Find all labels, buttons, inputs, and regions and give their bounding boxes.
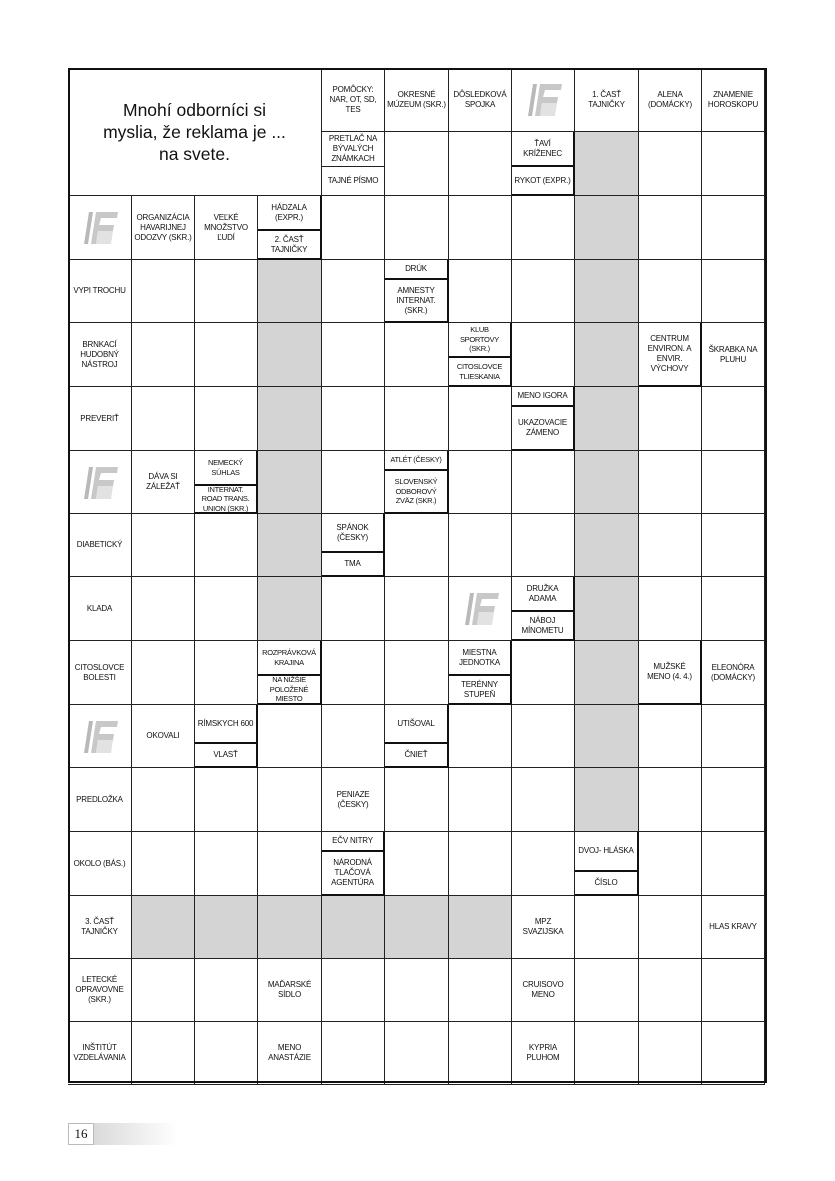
clue-c25: UKAZOVACIE ZÁMENO (512, 407, 575, 451)
answer-cell[interactable] (195, 768, 258, 832)
clue-c4: 1. ČASŤ TAJNIČKY (575, 68, 639, 132)
answer-cell[interactable] (512, 768, 575, 832)
clue-c56: 3. ČASŤ TAJNIČKY (68, 896, 132, 959)
clue-c31: DIABETICKÝ (68, 514, 132, 577)
answer-cell[interactable] (385, 196, 449, 260)
magazine-logo-icon (449, 577, 512, 641)
answer-cell[interactable] (449, 387, 512, 451)
clue-c33: TMA (322, 553, 385, 577)
answer-cell[interactable] (512, 451, 575, 514)
answer-cell[interactable] (322, 196, 385, 260)
clue-c48: ČNIEŤ (385, 744, 449, 768)
clue-c44: OKOVALI (132, 705, 195, 768)
answer-cell[interactable] (322, 959, 385, 1022)
answer-cell[interactable] (385, 514, 449, 577)
answer-cell[interactable] (639, 132, 702, 196)
answer-cell[interactable] (385, 832, 449, 896)
answer-cell[interactable] (258, 705, 322, 768)
clue-c27: NEMECKÝ SÚHLAS (195, 451, 258, 486)
answer-cell[interactable] (322, 451, 385, 514)
clue-c57: MPZ SVAZIJSKA (512, 896, 575, 959)
answer-cell[interactable] (702, 196, 765, 260)
answer-cell[interactable] (385, 1022, 449, 1085)
answer-cell[interactable] (195, 514, 258, 577)
clue-c28: INTERNAT. ROAD TRANS. UNION (SKR.) (195, 486, 258, 514)
clue-c41: TERÉNNY STUPEŇ (449, 676, 512, 705)
clue-c34: KLADA (68, 577, 132, 641)
answer-cell[interactable] (449, 1022, 512, 1085)
clue-c39: NA NIŽŠIE POLOŽENÉ MIESTO (258, 676, 322, 705)
clue-c5: ALENA (DOMÁCKY) (639, 68, 702, 132)
clue-c54: DVOJ- HLÁSKA (575, 832, 639, 872)
shaded-cell (575, 323, 639, 387)
clue-c24: MENO IGORA (512, 387, 575, 407)
clue-c20: CITOSLOVCE TLIESKANIA (449, 358, 512, 387)
clue-c23: PREVERIŤ (68, 387, 132, 451)
answer-cell[interactable] (449, 514, 512, 577)
answer-cell[interactable] (449, 705, 512, 768)
answer-cell[interactable] (575, 1022, 639, 1085)
clue-c26: DÁVA SI ZÁLEŽAŤ (132, 451, 195, 514)
answer-cell[interactable] (639, 451, 702, 514)
answer-cell[interactable] (132, 260, 195, 323)
shaded-cell (258, 514, 322, 577)
answer-cell[interactable] (702, 387, 765, 451)
magazine-logo-icon (512, 68, 575, 132)
clue-c1: POMÔCKY: NAR, OT, SD, TES (322, 68, 385, 132)
answer-cell[interactable] (132, 387, 195, 451)
clue-c62: INŠTITÚT VZDELÁVANIA (68, 1022, 132, 1085)
answer-cell[interactable] (702, 260, 765, 323)
clue-c45: RÍMSKYCH 600 (195, 705, 258, 744)
answer-cell[interactable] (132, 768, 195, 832)
magazine-logo-icon (68, 196, 132, 260)
answer-cell[interactable] (258, 832, 322, 896)
answer-cell[interactable] (449, 959, 512, 1022)
clue-c35: DRUŽKA ADAMA (512, 577, 575, 612)
clue-c9: ŤAVÍ KRÍŽENEC (512, 132, 575, 167)
answer-cell[interactable] (512, 705, 575, 768)
crossword-grid (68, 68, 767, 1083)
answer-cell[interactable] (702, 451, 765, 514)
clue-c51: OKOLO (BÁS.) (68, 832, 132, 896)
clue-c53: NÁRODNÁ TLAČOVÁ AGENTÚRA (322, 852, 385, 896)
answer-cell[interactable] (385, 577, 449, 641)
clue-c15: VYPI TROCHU (68, 260, 132, 323)
clue-c40: MIESTNA JEDNOTKA (449, 641, 512, 676)
answer-cell[interactable] (449, 260, 512, 323)
answer-cell[interactable] (449, 132, 512, 196)
shaded-cell (449, 896, 512, 959)
clue-c12: VEĽKÉ MNOŽSTVO ĽUDÍ (195, 196, 258, 260)
answer-cell[interactable] (322, 387, 385, 451)
answer-cell[interactable] (639, 387, 702, 451)
shaded-cell (258, 896, 322, 959)
clue-c64: KYPRIA PLUHOM (512, 1022, 575, 1085)
answer-cell[interactable] (639, 768, 702, 832)
clue-c58: HLAS KRAVY (702, 896, 765, 959)
shaded-cell (575, 768, 639, 832)
answer-cell[interactable] (195, 260, 258, 323)
answer-cell[interactable] (702, 1022, 765, 1085)
clue-c32: SPÁNOK (ČESKY) (322, 514, 385, 553)
clue-c3: DÔSLEDKOVÁ SPOJKA (449, 68, 512, 132)
answer-cell[interactable] (702, 959, 765, 1022)
clue-c18: BRNKACÍ HUDOBNÝ NÁSTROJ (68, 323, 132, 387)
answer-cell[interactable] (195, 641, 258, 705)
shaded-cell (575, 705, 639, 768)
answer-cell[interactable] (132, 514, 195, 577)
shaded-cell (575, 132, 639, 196)
answer-cell[interactable] (449, 196, 512, 260)
clue-c29: ATLÉT (ČESKY) (385, 451, 449, 471)
clue-c55: ČÍSLO (575, 872, 639, 896)
answer-cell[interactable] (639, 577, 702, 641)
clue-c43: ELEONÓRA (DOMÁCKY) (702, 641, 765, 705)
clue-c36: NÁBOJ MÍNOMETU (512, 612, 575, 641)
clue-c8: TAJNÉ PÍSMO (322, 167, 385, 196)
clue-c49: PREDLOŽKA (68, 768, 132, 832)
answer-cell[interactable] (195, 323, 258, 387)
answer-cell[interactable] (639, 260, 702, 323)
clue-c60: MAĎARSKÉ SÍDLO (258, 959, 322, 1022)
shaded-cell (575, 514, 639, 577)
clue-c59: LETECKÉ OPRAVOVNE (SKR.) (68, 959, 132, 1022)
magazine-logo-icon (68, 705, 132, 768)
answer-cell[interactable] (639, 705, 702, 768)
clue-c22: ŠKRABKA NA PLUHU (702, 323, 765, 387)
clue-c61: CRUISOVO MENO (512, 959, 575, 1022)
answer-cell[interactable] (639, 196, 702, 260)
clue-c17: AMNESTY INTERNAT. (SKR.) (385, 280, 449, 323)
shaded-cell (575, 641, 639, 705)
answer-cell[interactable] (702, 768, 765, 832)
shaded-cell (322, 896, 385, 959)
answer-cell[interactable] (322, 1022, 385, 1085)
puzzle-title: Mnohí odborníci si myslia, že reklama je ... na svete. (68, 68, 322, 196)
clue-c6: ZNAMENIE HOROSKOPU (702, 68, 765, 132)
clue-c46: VLASŤ (195, 744, 258, 768)
clue-c30: SLOVENSKÝ ODBOROVÝ ZVÄZ (SKR.) (385, 471, 449, 514)
answer-cell[interactable] (322, 641, 385, 705)
clue-c37: CITOSLOVCE BOLESTI (68, 641, 132, 705)
answer-cell[interactable] (449, 832, 512, 896)
clue-c13: HÁDZALA (EXPR.) (258, 196, 322, 231)
clue-c14: 2. ČASŤ TAJNIČKY (258, 231, 322, 260)
answer-cell[interactable] (512, 260, 575, 323)
answer-cell[interactable] (639, 896, 702, 959)
answer-cell[interactable] (258, 768, 322, 832)
answer-cell[interactable] (322, 705, 385, 768)
answer-cell[interactable] (702, 705, 765, 768)
page-number: 16 (68, 1123, 94, 1145)
answer-cell[interactable] (322, 323, 385, 387)
clue-c52: EČV NITRY (322, 832, 385, 852)
answer-cell[interactable] (195, 577, 258, 641)
shaded-cell (575, 451, 639, 514)
shaded-cell (258, 260, 322, 323)
clue-c7: PRETLAČ NA BÝVALÝCH ZNÁMKACH (322, 132, 385, 167)
clue-c10: RYKOT (EXPR.) (512, 167, 575, 196)
clue-c42: MUŽSKÉ MENO (4. 4.) (639, 641, 702, 705)
answer-cell[interactable] (385, 959, 449, 1022)
answer-cell[interactable] (385, 387, 449, 451)
shaded-cell (575, 260, 639, 323)
answer-cell[interactable] (639, 1022, 702, 1085)
shaded-cell (385, 896, 449, 959)
clue-c16: DRÚK (385, 260, 449, 280)
clue-c50: PENIAZE (ČESKY) (322, 768, 385, 832)
shaded-cell (575, 577, 639, 641)
answer-cell[interactable] (195, 387, 258, 451)
page-number-strip (68, 1123, 178, 1145)
answer-cell[interactable] (512, 323, 575, 387)
clue-c2: OKRESNÉ MÚZEUM (SKR.) (385, 68, 449, 132)
answer-cell[interactable] (575, 959, 639, 1022)
shaded-cell (575, 387, 639, 451)
answer-cell[interactable] (512, 514, 575, 577)
shaded-cell (195, 896, 258, 959)
clue-c38: ROZPRÁVKOVÁ KRAJINA (258, 641, 322, 676)
answer-cell[interactable] (132, 959, 195, 1022)
clue-c21: CENTRUM ENVIRON. A ENVIR. VÝCHOVY (639, 323, 702, 387)
clue-c11: ORGANIZÁCIA HAVARIJNEJ ODOZVY (SKR.) (132, 196, 195, 260)
answer-cell[interactable] (512, 832, 575, 896)
clue-c19: KLUB SPORTOVY (SKR.) (449, 323, 512, 358)
answer-cell[interactable] (322, 260, 385, 323)
answer-cell[interactable] (449, 451, 512, 514)
shaded-cell (258, 451, 322, 514)
answer-cell[interactable] (195, 1022, 258, 1085)
shaded-cell (132, 896, 195, 959)
answer-cell[interactable] (449, 768, 512, 832)
answer-cell[interactable] (512, 641, 575, 705)
answer-cell[interactable] (702, 832, 765, 896)
shaded-cell (258, 577, 322, 641)
clue-c47: UTIŠOVAL (385, 705, 449, 744)
answer-cell[interactable] (639, 514, 702, 577)
answer-cell[interactable] (702, 577, 765, 641)
answer-cell[interactable] (575, 896, 639, 959)
answer-cell[interactable] (639, 959, 702, 1022)
answer-cell[interactable] (702, 514, 765, 577)
answer-cell[interactable] (195, 959, 258, 1022)
answer-cell[interactable] (639, 832, 702, 896)
shaded-cell (575, 196, 639, 260)
answer-cell[interactable] (385, 641, 449, 705)
answer-cell[interactable] (322, 577, 385, 641)
answer-cell[interactable] (132, 577, 195, 641)
answer-cell[interactable] (385, 132, 449, 196)
answer-cell[interactable] (132, 1022, 195, 1085)
shaded-cell (258, 387, 322, 451)
answer-cell[interactable] (132, 832, 195, 896)
clue-c63: MENO ANASTÁZIE (258, 1022, 322, 1085)
answer-cell[interactable] (195, 832, 258, 896)
magazine-logo-icon (68, 451, 132, 514)
shaded-cell (258, 323, 322, 387)
answer-cell[interactable] (702, 132, 765, 196)
answer-cell[interactable] (385, 768, 449, 832)
answer-cell[interactable] (132, 641, 195, 705)
answer-cell[interactable] (385, 323, 449, 387)
answer-cell[interactable] (132, 323, 195, 387)
answer-cell[interactable] (512, 196, 575, 260)
